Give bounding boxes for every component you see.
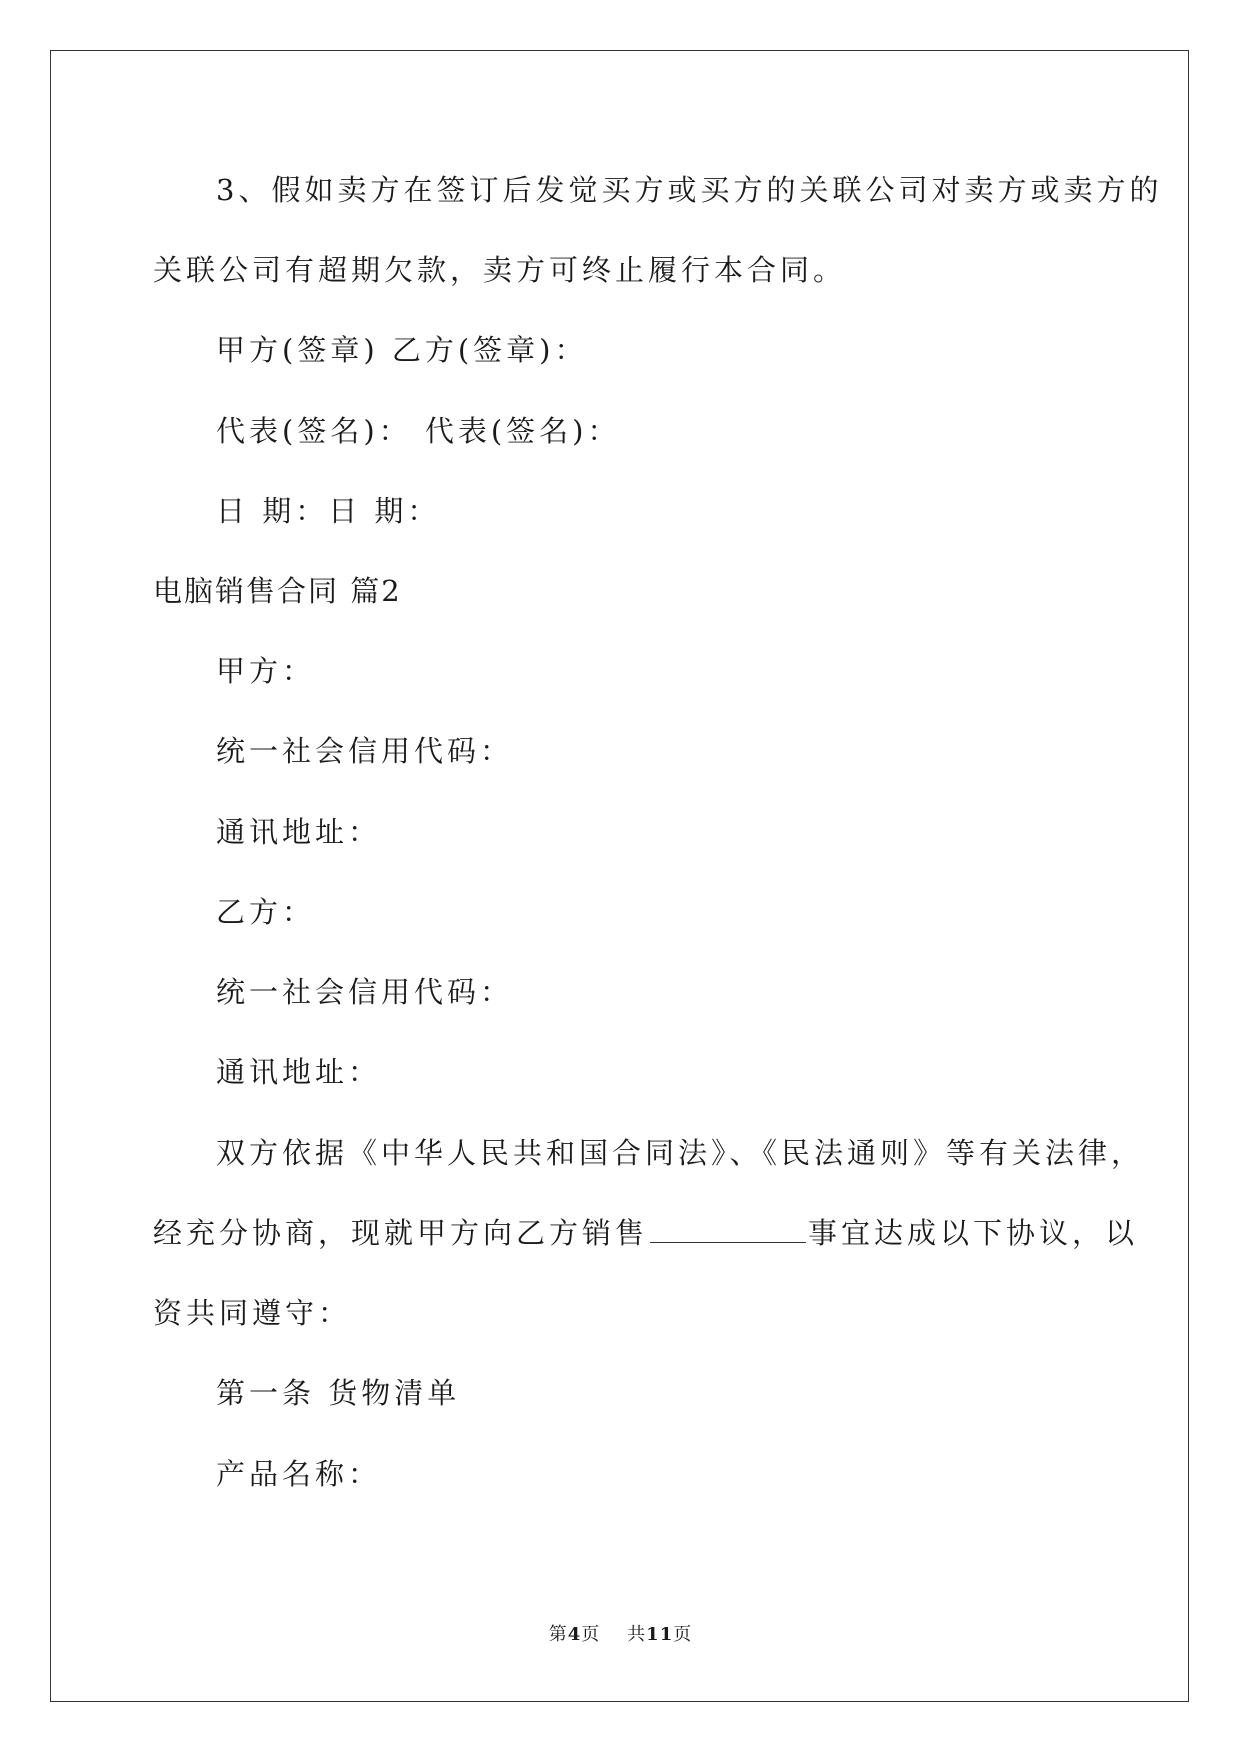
footer-middle: 页 共 xyxy=(581,1624,647,1645)
party-a-credit-code: 统一社会信用代码： xyxy=(216,734,514,768)
footer-total-pages: 11 xyxy=(646,1624,674,1645)
party-b-label: 乙方： xyxy=(216,895,316,929)
agreement-line-1: 双方依据《中华人民共和国合同法》、《民法通则》等有关法律， xyxy=(216,1136,1145,1170)
footer-prefix: 第 xyxy=(548,1624,568,1645)
signature-party-line: 甲方(签章) 乙方(签章)： xyxy=(216,333,588,367)
footer-suffix: 页 xyxy=(673,1624,693,1645)
party-a-address: 通讯地址： xyxy=(216,815,382,849)
clause-3-line-1: 3、假如卖方在签订后发觉买方或买方的关联公司对卖方或卖方的 xyxy=(216,173,1163,207)
clause-3-line-2: 关联公司有超期欠款，卖方可终止履行本合同。 xyxy=(153,253,847,287)
article-1-title: 第一条 货物清单 xyxy=(216,1376,461,1410)
product-blank xyxy=(650,1216,806,1243)
signature-date-line: 日 期：日 期： xyxy=(216,494,441,528)
agreement-line-2 xyxy=(153,1213,1138,1253)
section-title: 电脑销售合同 篇2 xyxy=(153,574,402,608)
party-b-address: 通讯地址： xyxy=(216,1055,382,1089)
agreement-line-3: 资共同遵守： xyxy=(153,1296,352,1330)
page-footer xyxy=(0,1620,1241,1646)
party-a-label: 甲方： xyxy=(216,654,316,688)
signature-representative-line: 代表(签名)： 代表(签名)： xyxy=(216,414,621,448)
product-name-label: 产品名称： xyxy=(216,1457,382,1491)
party-b-credit-code: 统一社会信用代码： xyxy=(216,975,514,1009)
agreement-line-2-before: 经充分协商，现就甲方向乙方销售 xyxy=(153,1216,649,1250)
agreement-line-2-after: 事宜达成以下协议，以 xyxy=(808,1216,1139,1250)
footer-current-page: 4 xyxy=(567,1624,582,1645)
